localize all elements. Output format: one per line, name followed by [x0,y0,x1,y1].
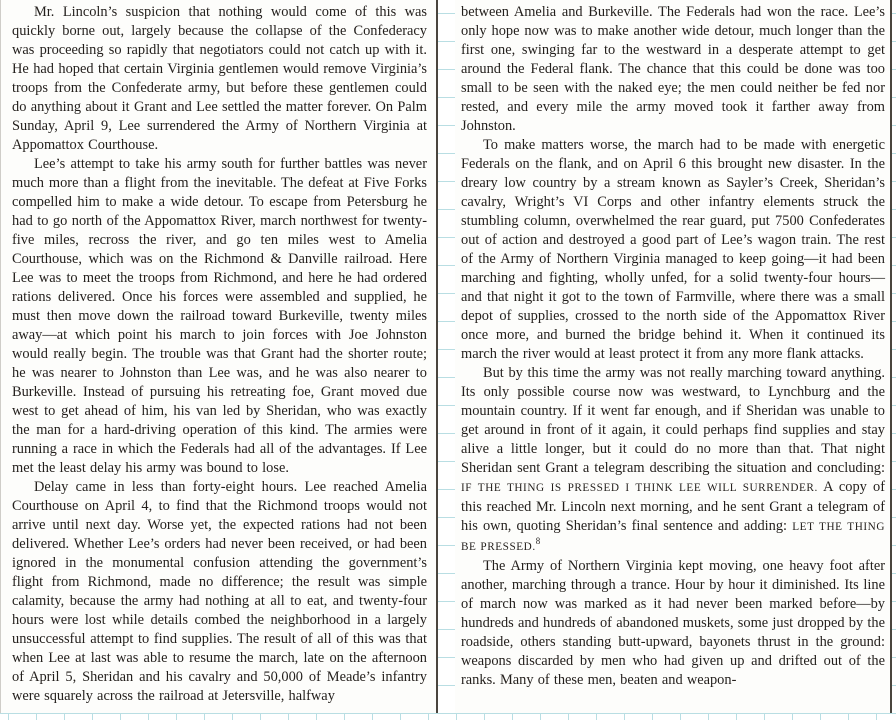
body-text: But by this time the army was not really marching toward anything. Its only possible course now was westward, to Lynchburg and the mountain country. If it went far enough, and if Sheridan was unable to get around in front of it again, it could perhaps find supplies and stay alive a little longer, but it could do no more than that. That night Sheridan sent Grant a telegram describing the situation and concluding: [461,365,885,476]
telegram-smallcaps-text: LET THE THING BE PRESSED. [461,521,885,553]
telegram-smallcaps-text: IF THE THING IS PRESSED I THINK LEE WILL SURRENDER. [461,482,818,494]
body-text: Mr. Lincoln’s suspicion that nothing would come of this was quickly borne out, largely because the collapse of the Confederacy was proceeding so rapidly that negotiators could not catch up with it. He had hoped that certain Virginia gentlemen would remove Virginia’s troops from the Confederate army, but before these gentlemen could do anything about it Grant and Lee settled the matter forever. On Palm Sunday, April 9, Lee surrendered the Army of Northern Virginia at Appomattox Courthouse. [12,4,427,153]
body-text: Lee’s attempt to take his army south for further battles was never much more than a flight from the inevitable. The defeat at Five Forks compelled him to make a wide detour. To escape from Petersburg he had to go north of the Appomattox River, march northwest for twenty-five miles, recross the river, and go ten miles west to Amelia Courthouse, which was on the Richmond & Danville railroad. Here Lee was to meet the troops from Richmond, and here he had ordered rations delivered. Once his forces were assembled and supplied, he must then move down the railroad toward Burkeville, twenty miles away—at which point his march to join forces with Joe Johnston would really begin. The trouble was that Grant had the shorter route; he was nearer to Johnston than Lee was, and he was also nearer to Burkeville. Instead of pursuing his retreating foe, Grant moved due west to get ahead of him, his van led by Sheridan, who was exactly the man for a hard-driving operation of this kind. The armies were running a race in which the Federals had all of the advantages. If Lee met the least delay his army was bound to lose. [12,156,427,476]
body-text: To make matters worse, the march had to be made with energetic Federals on the flank, and on April 6 this brought new disaster. In the dreary low country by a stream known as Sayler’s Creek, Sheridan’s cavalry, Wright’s VI Corps and other infantry elements struck the stumbling column, overwhelmed the rear guard, put 7500 Confederates out of action and destroyed a good part of Lee’s wagon train. The rest of the Army of Northern Virginia managed to keep going—it had been marching and fighting, wholly unfed, for a solid twenty-four hours—and that night it got to the town of Farmville, where there was a small depot of supplies, crossed to the north side of the Appomattox River once more, and burned the bridge behind it. When it continued its march the river would at least protect it from any more flank attacks. [461,137,885,362]
body-text: between Amelia and Burkeville. The Federals had won the race. Lee’s only hope now was to make another wide detour, much longer than the first one, swinging far to the westward in a desperate attempt to get around the Federal flank. The chance that this could be done was too small to be seen with the naked eye; the men could neither be fed nor rested, and every mile the army moved took it farther away from Johnston. [461,4,885,134]
paragraph [461,557,885,690]
footnote-marker: 8 [535,536,541,547]
paragraph [12,478,427,706]
right-text-column [455,0,892,713]
paragraph [12,3,427,155]
body-text: The Army of Northern Virginia kept moving, one heavy foot after another, marching through a trance. Hour by hour it diminished. Its line of march now was marked as it had never been marked before—by hundreds and hundreds of abandoned muskets, some just dropped by the roadside, others standing butt-upward, bayonets thrust in the ground: weapons discarded by men who had given up and drifted out of the ranks. Many of these men, beaten and weapon- [461,558,885,688]
paragraph [12,155,427,478]
body-text: Delay came in less than forty-eight hours. Lee reached Amelia Courthouse on April 4, to find that the Richmond troops would not arrive until next day. Worse yet, the expected rations had not been delivered. Whether Lee’s orders had never been received, or had been ignored in the monumental confusion attending the government’s flight from Richmond, made no difference; the result was simple calamity, because the army had nothing at all to eat, and twenty-four hours were lost while details combed the neighborhood in a largely unsuccessful attempt to find supplies. The result of all of this was that when Lee at last was able to resume the march, late on the afternoon of April 5, Sheridan and his cavalry and 50,000 of Meade’s infantry were squarely across the railroad at Jetersville, halfway [12,479,427,704]
left-text-column [0,0,438,713]
paragraph [461,364,885,557]
paragraph [461,3,885,136]
paragraph [461,136,885,364]
body-text: A copy of this reached Mr. Lincoln next morning, and he sent Grant a telegram of his own, quoting Sheridan’s final sentence and adding: [461,479,885,534]
